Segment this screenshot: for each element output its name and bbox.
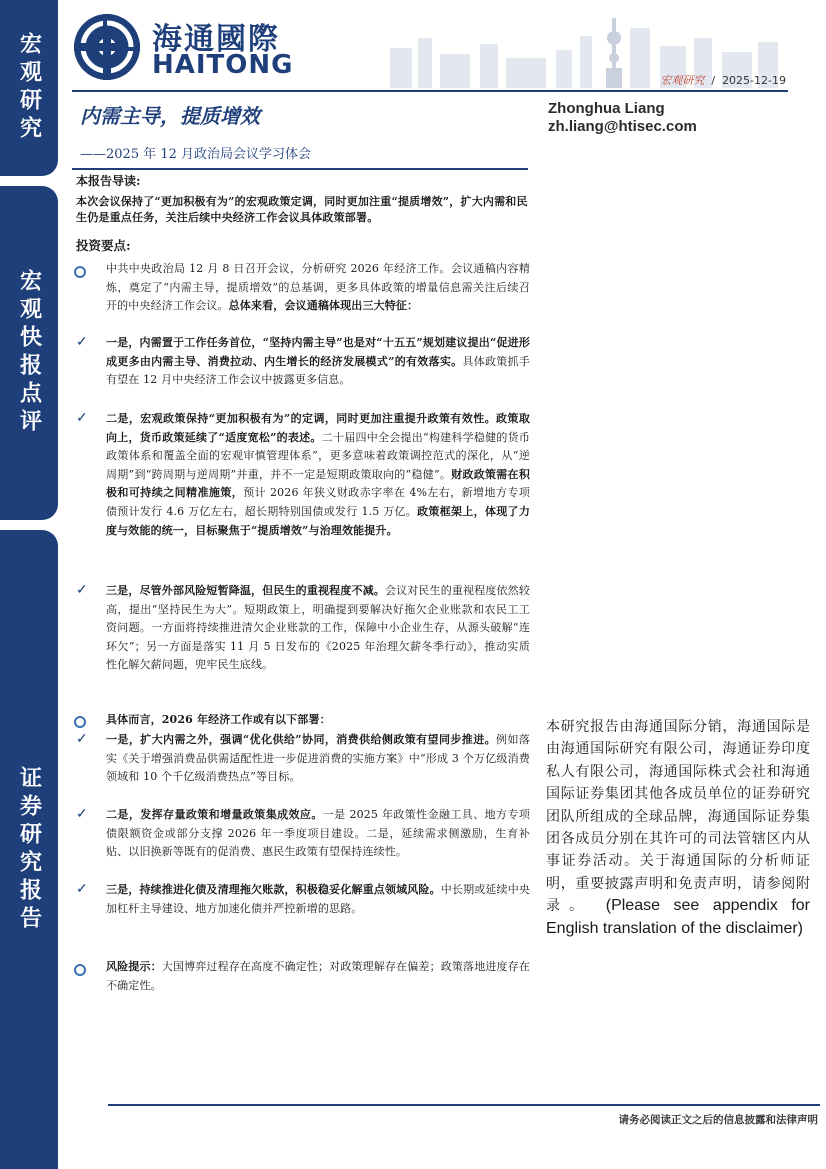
point-bold-text: 一是，扩大内需之外，强调“优化供给”协同，消费供给侧政策有望同步推进。 <box>106 733 497 746</box>
sidebar-tab-securities-report <box>0 530 58 1169</box>
footer-divider <box>108 1104 820 1106</box>
circle-bullet-icon <box>74 716 86 728</box>
intro-text: 本次会议保持了“更加积极有为”的宏观政策定调，同时更加注重“提质增效”，扩大内需和民生仍是重点任务，关注后续中央经济工作会议具体政策部署。 <box>76 195 528 224</box>
header-divider <box>72 90 788 92</box>
point-text: 预计 2026 年狭义财政赤字率在 4%左右，新增地方专项债预计发行 4.6 万亿左右，超长期特别国债或发行 1.5 万亿。 <box>106 486 530 518</box>
report-title: 内需主导，提质增效 <box>80 104 260 128</box>
plan-item-2 <box>106 806 530 862</box>
risk-label: 风险提示： <box>106 960 162 973</box>
sidebar-tab-macro-research <box>0 0 58 176</box>
intro-heading: 本报告导读: <box>76 174 141 188</box>
key-point-2026-plan <box>106 711 530 730</box>
brand-name-cn: 海通國際 <box>152 22 280 57</box>
analyst-block <box>548 100 697 136</box>
risk-text: 大国博弈过程存在高度不确定性；对政策理解存在偏差；政策落地进度存在不确定性。 <box>106 960 531 992</box>
point-bold-text: 政策框架上，体现了力度与效能的统一，目标聚焦于“提质增效”与治理效能提升。 <box>106 504 531 537</box>
sidebar-tab-label: 证券研究报告 <box>16 765 42 934</box>
report-category: 宏观研究 <box>660 74 705 87</box>
checkmark-icon: ✓ <box>76 806 88 822</box>
point-bold-text: 一是，内需置于工作任务首位，“坚持内需主导”也是对“十五五”规划建议提出“促进形成更多由内需主导、消费拉动、内生增长的经济发展模式”的有效落实。 <box>106 336 530 368</box>
report-subtitle: ——2025 年 12 月政治局会议学习体会 <box>80 147 312 162</box>
key-point-3 <box>106 582 530 675</box>
key-points-heading: 投资要点: <box>76 238 131 253</box>
analyst-name: Zhonghua Liang <box>548 100 665 117</box>
sidebar-tab-label: 宏观快报点评 <box>16 269 42 437</box>
disclaimer-cn: 本研究报告由海通国际分销，海通国际是由海通国际研究有限公司，海通证券印度私人有限公司，海通国际株式会社和海通国际证券集团其他各成员单位的证券研究团队所组成的全球品牌，海通国际证券集团各成员分别在其许可的司法管辖区内从事证券活动。关于海通国际的分析师证明，重要披露声明和免责声明，请参阅附录。 <box>546 719 810 915</box>
checkmark-icon: ✓ <box>76 582 88 598</box>
disclaimer-en: (Please see appendix for English translation of the disclaimer) <box>546 897 811 937</box>
point-text: 二十届四中全会提出“构建科学稳健的货币政策体系和覆盖全面的宏观审慎管理体系”，更多意味着政策调控范式的深化，从“逆周期”到“跨周期与逆周期”并重，并不一定是短期政策取向的“稳健”。 <box>106 430 530 481</box>
haitong-logo-icon <box>72 12 142 82</box>
circle-bullet-icon <box>74 964 86 976</box>
brand-name-en: HAITONG <box>152 50 294 80</box>
point-bold-text: 二是，宏观政策保持“更加积极有为”的定调，同时更加注重提升政策有效性。政策取向上，货币政策延续了“适度宽松”的表述。 <box>106 412 530 444</box>
key-point-1 <box>106 334 530 390</box>
plan-item-3 <box>106 881 530 918</box>
point-text: 中共中央政治局 12 月 8 日召开会议，分析研究 2026 年经济工作。会议通稿内容精炼，奠定了“内需主导，提质增效”的总基调，更多具体政策的增量信息需关注后续召开的中央经济工作会议。 <box>106 262 530 313</box>
point-bold-text: 具体而言，2026 年经济工作或有以下部署： <box>106 713 331 726</box>
point-text: 具体政策抓手有望在 12 月中央经济工作会议中披露更多信息。 <box>106 354 530 387</box>
risk-warning <box>106 958 530 995</box>
key-point-overview <box>106 260 530 316</box>
point-bold-text: 财政政策需在积极和可持续之间精准施策， <box>106 467 530 500</box>
point-bold-text: 二是，发挥存量政策和增量政策集成效应。 <box>106 808 323 821</box>
point-text: 一是 2025 年政策性金融工具、地方专项债限额资金或部分支撑 2026 年一季度项目建设。二是，延续需求侧激励，生育补贴、以旧换新等既有的促消费、惠民生政策有望保持连续性。 <box>106 808 530 859</box>
sidebar-tab-macro-flash <box>0 186 58 520</box>
section-divider <box>72 168 528 170</box>
point-text: 中长期或延续中央加杠杆主导建设、地方加速化债并严控新增的思路。 <box>106 883 531 915</box>
plan-item-1 <box>106 731 530 787</box>
checkmark-icon: ✓ <box>76 334 88 350</box>
footer-notice: 请务必阅读正文之后的信息披露和法律声明 <box>618 1114 818 1126</box>
circle-bullet-icon <box>74 266 86 278</box>
header-meta <box>660 72 786 88</box>
point-bold-text: 三是，持续推进化债及清理拖欠账款，积极稳妥化解重点领域风险。 <box>106 883 441 896</box>
disclaimer-block <box>546 716 810 940</box>
point-bold-text: 总体来看，会议通稿体现出三大特征： <box>228 299 419 313</box>
point-text: 会议对民生的重视程度依然较高，提出“坚持民生为大”。短期政策上，明确提到要解决好拖欠企业账款和农民工工资问题。一方面将持续推进清欠企业账款的工作，保障中小企业生存，从源头破解“连环欠”；另一方面是落实 11 月 5 日发布的《2025 年治理欠薪冬季行动》，推动实质性化解欠薪问题，兜牢民生底线。 <box>106 584 530 672</box>
checkmark-icon: ✓ <box>76 410 88 426</box>
analyst-email[interactable]: zh.liang@htisec.com <box>548 118 697 135</box>
sidebar-tab-label: 宏观研究 <box>16 32 42 144</box>
point-text: 例如落实《关于增强消费品供需适配性进一步促进消费的实施方案》中“形成 3 个万亿级消费领域和 10 个千亿级消费热点”等目标。 <box>106 733 531 784</box>
meta-divider: / <box>711 74 716 87</box>
point-bold-text: 三是，尽管外部风险短暂降温，但民生的重视程度不减。 <box>106 584 385 597</box>
report-date: 2025-12-19 <box>722 74 786 87</box>
checkmark-icon: ✓ <box>76 731 88 747</box>
key-point-2 <box>106 410 530 540</box>
checkmark-icon: ✓ <box>76 881 88 897</box>
